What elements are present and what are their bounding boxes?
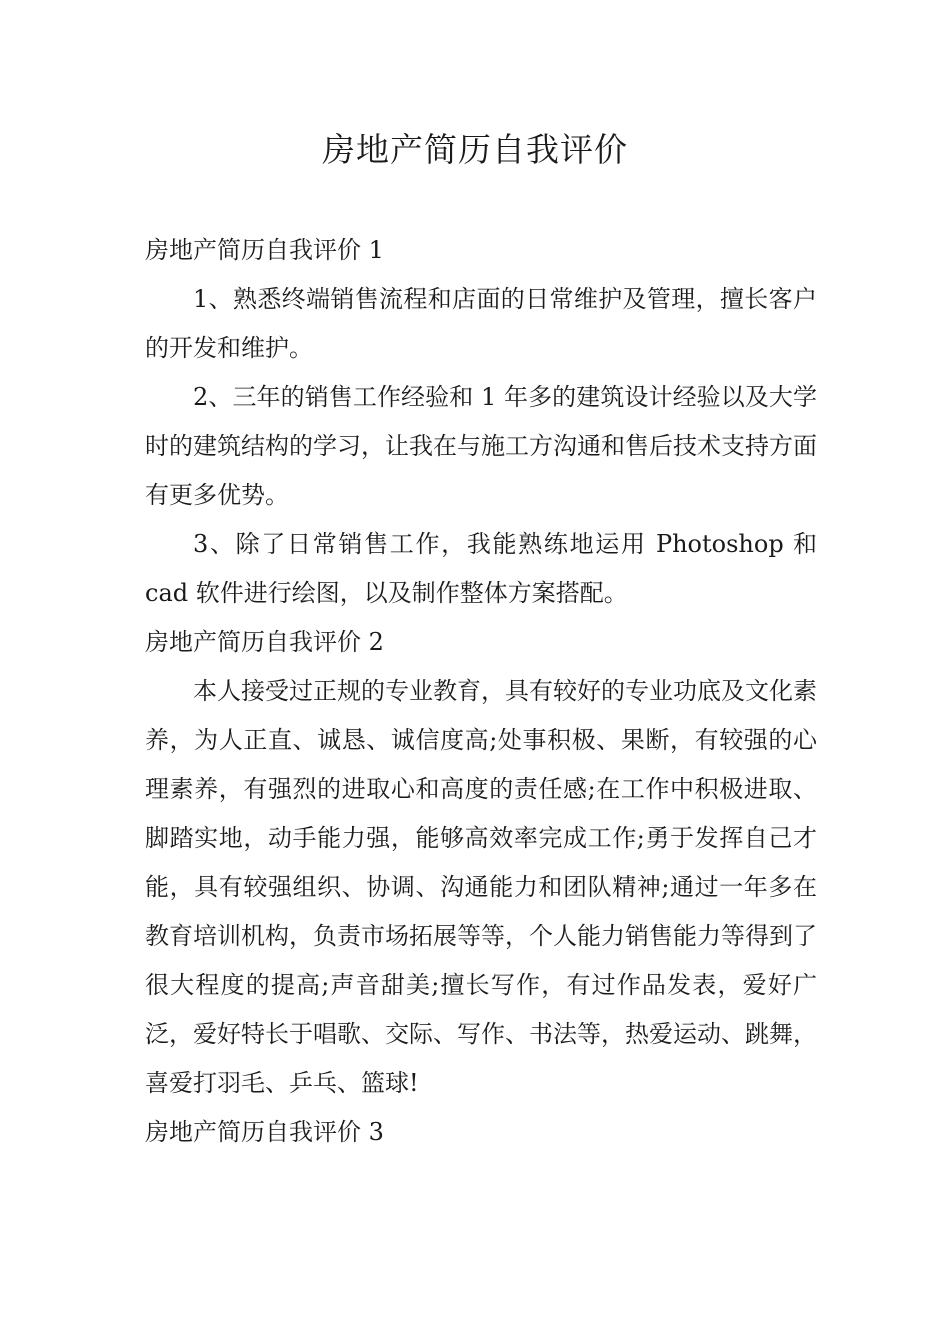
document-title: 房地产简历自我评价	[322, 130, 628, 169]
section-1-paragraph-3: 3、除了日常销售工作，我能熟练地运用 Photoshop 和cad 软件进行绘图，以及制作整体方案搭配。	[145, 530, 817, 607]
section-heading-3: 房地产简历自我评价 3	[145, 1118, 384, 1146]
section-1-paragraph-1: 1、熟悉终端销售流程和店面的日常维护及管理，擅长客户的开发和维护。	[145, 285, 817, 362]
document-body	[145, 226, 817, 1157]
section-heading-2: 房地产简历自我评价 2	[145, 628, 384, 656]
section-2-paragraph-1: 本人接受过正规的专业教育，具有较好的专业功底及文化素养，为人正直、诚恳、诚信度高;处事积极、果断，有较强的心理素养，有强烈的进取心和高度的责任感;在工作中积极进取、脚踏实地，动手能力强，能够高效率完成工作;勇于发挥自己才能，具有较强组织、协调、沟通能力和团队精神;通过一年多在教育培训机构，负责市场拓展等等，个人能力销售能力等得到了很大程度的提高;声音甜美;擅长写作，有过作品发表，爱好广泛，爱好特长于唱歌、交际、写作、书法等，热爱运动、跳舞，喜爱打羽毛、乒乓、篮球!	[145, 677, 817, 1097]
section-heading-1: 房地产简历自我评价 1	[145, 236, 384, 264]
section-1-paragraph-2: 2、三年的销售工作经验和 1 年多的建筑设计经验以及大学时的建筑结构的学习，让我在与施工方沟通和售后技术支持方面有更多优势。	[145, 383, 817, 509]
